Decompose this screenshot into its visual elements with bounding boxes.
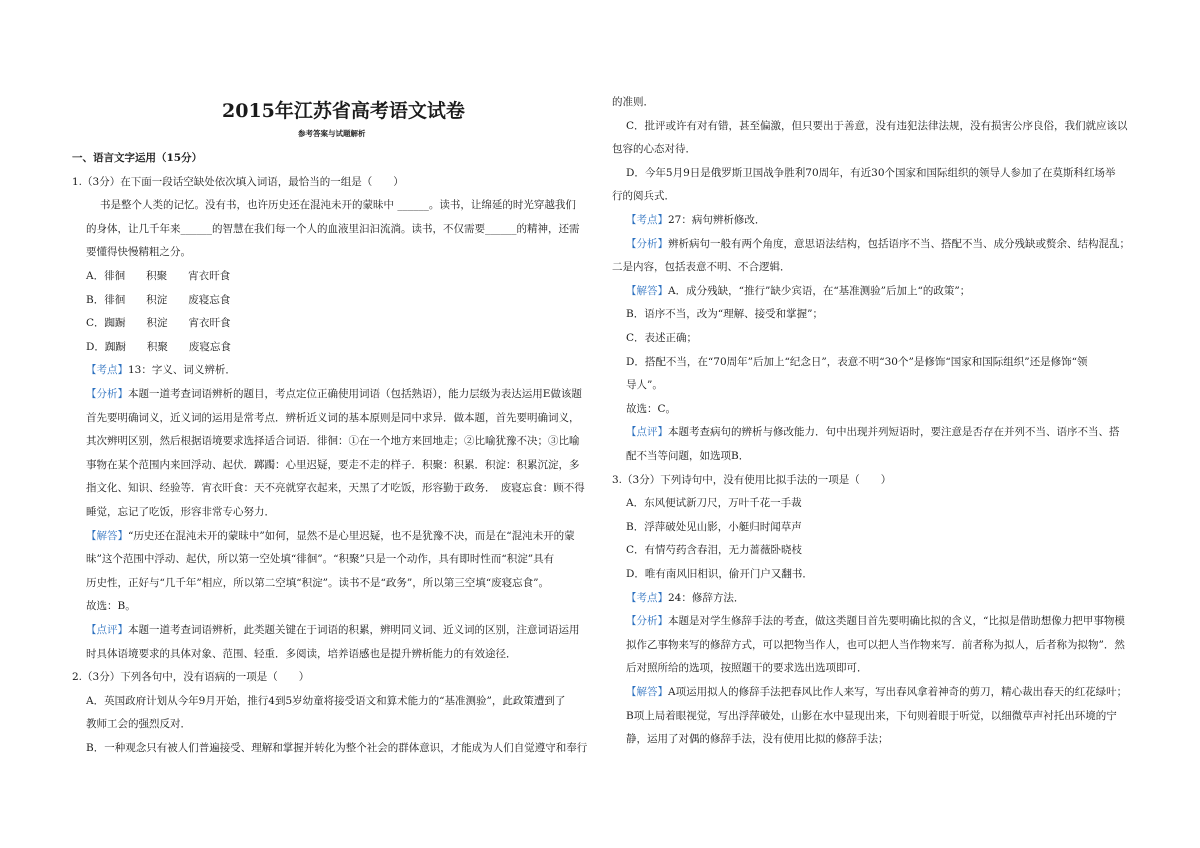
- line-text: A．徘徊 积聚 宵衣旰食: [86, 270, 231, 282]
- text-line: [626, 331, 697, 345]
- line-text: 13：字义、词义辨析．: [128, 364, 236, 377]
- line-text: 本题考查病句的辨析与修改能力．句中出现并列短语时，要注意是否存在并列不当、语序不当、搭: [668, 426, 1120, 439]
- line-text: 2.（3分）下列各句中，没有语病的一项是（ ）: [72, 671, 310, 684]
- line-text: 拟作乙事物来写的修辞方式，可以把物当作人，也可以把人当作物来写．前者称为拟人，后者称为拟物”．然: [626, 638, 1125, 651]
- line-text: 教师工会的强烈反对．: [86, 718, 191, 731]
- line-text: 3.（3分）下列诗句中，没有使用比拟手法的一项是（ ）: [612, 473, 892, 486]
- text-line: [86, 340, 231, 354]
- section-tag: 【考点】: [626, 214, 668, 226]
- line-text: A．英国政府计划从今年9月开始，推行4到5岁幼童将接受语文和算术能力的“基准测验”，此政策遭到了: [86, 694, 566, 707]
- text-line: [626, 661, 868, 675]
- text-line: [86, 411, 580, 425]
- text-line: [626, 355, 1087, 369]
- line-text: 事物在某个范围内来回浮动、起伏．踯躅：心里迟疑，要走不走的样子．积聚：积累．积淀：积累沉淀，多: [86, 458, 580, 471]
- line-text: B项上局着眼视觉，写出浮萍破处，山影在水中显现出来，下句则着眼于听觉，以细微草声衬托出环境的宁: [626, 709, 1117, 722]
- line-text: 27：病句辨析修改．: [668, 214, 766, 226]
- line-text: 首先要明确词义，近义词的运用是常考点．辨析近义词的基本原则是同中求异．做本题，首先要明确词义，: [86, 411, 580, 424]
- text-line: [626, 378, 663, 392]
- text-line: [612, 142, 696, 156]
- text-line: [612, 260, 791, 274]
- line-text: 指文化、知识、经验等．宵衣旰食：天不亮就穿衣起来，天黑了才吃饭，形容勤于政务． 废寝忘食：顾不得: [86, 482, 585, 495]
- section-tag: 【分析】: [86, 388, 128, 400]
- line-text: B．一种观念只有被人们普遍接受、理解和掌握并转化为整个社会的群体意识，才能成为人们自觉遵守和奉行: [86, 742, 588, 754]
- line-text: B．浮萍破处见山影，小艇归时闻草声: [626, 520, 802, 533]
- text-line: [86, 623, 580, 637]
- section-tag: 【分析】: [626, 615, 668, 628]
- line-text: 包容的心态对待．: [612, 143, 696, 156]
- text-line: [86, 481, 585, 495]
- line-text: 静，运用了对偶的修辞手法，没有使用比拟的修辞手法；: [626, 733, 889, 746]
- text-line: [626, 213, 765, 227]
- section-tag: 【解答】: [626, 284, 668, 297]
- line-text: D．今年5月9日是俄罗斯卫国战争胜利70周年，有近30个国家和国际组织的领导人参加了在莫斯科红场举: [626, 166, 1116, 179]
- line-text: 配不当等问题，如选项B．: [626, 450, 750, 462]
- text-line: [626, 425, 1120, 439]
- text-line: [612, 95, 654, 109]
- line-text: 导人”。: [626, 379, 663, 392]
- text-line: [86, 505, 275, 519]
- text-line: [626, 449, 749, 463]
- text-line: [626, 307, 823, 321]
- line-text: 故选：C。: [626, 402, 677, 415]
- text-line: [72, 175, 404, 189]
- text-line: [86, 552, 554, 566]
- text-line: [626, 284, 970, 298]
- text-line: [86, 529, 575, 543]
- text-line: [86, 293, 230, 307]
- section-tag: 【点评】: [626, 426, 668, 439]
- line-text: C．有情芍药含春泪，无力蔷薇卧晓枝: [626, 544, 803, 557]
- text-line: [86, 694, 565, 708]
- text-line: [612, 473, 891, 487]
- line-text: 书是整个人类的记忆。没有书，也许历史还在混沌未开的蒙昧中 ______。读书，让绵延的时光穿越我们: [100, 199, 576, 212]
- text-line: [86, 316, 231, 330]
- text-line: [72, 670, 309, 684]
- section-tag: 【分析】: [626, 237, 668, 250]
- text-line: [626, 732, 889, 746]
- line-text: 本题一道考查词语辨析的题目，考点定位正确使用词语（包括熟语），能力层级为表达运用E做该题: [128, 388, 582, 400]
- line-text: 行的阅兵式．: [612, 190, 675, 203]
- text-line: [626, 591, 744, 605]
- page-subtitle: 参考答案与试题解析: [298, 129, 366, 138]
- line-text: 历史性，正好与“几千年”相应，所以第二空填“积淀”。读书不是“政务”，所以第三空填“废寝忘食”。: [86, 576, 549, 589]
- line-text: C．表述正确；: [626, 332, 698, 344]
- text-line: [86, 269, 230, 283]
- line-text: D．唯有南风旧相识，偷开门户又翻书．: [626, 568, 813, 580]
- line-text: 辨析病句一般有两个角度，意思语法结构，包括语序不当、搭配不当、成分残缺或赘余、结构混乱；: [668, 237, 1130, 250]
- line-text: A．成分残缺，“推行”缺少宾语，在“基准测验”后加上“的政策”；: [668, 284, 971, 297]
- text-line: [72, 151, 202, 165]
- text-line: [86, 434, 580, 448]
- text-line: [626, 543, 802, 557]
- text-line: [626, 496, 802, 510]
- line-text: A．东风便试新刀尺，万叶千花一手裁: [626, 497, 802, 510]
- line-text: 睡觉，忘记了吃饭，形容非常专心努力．: [86, 506, 275, 518]
- line-text: D．搭配不当，在“70周年”后加上“纪念日”，表意不明“30个”是修饰“国家和国际组织”还是修饰“领: [626, 355, 1088, 368]
- section-tag: 【解答】: [86, 529, 128, 542]
- text-line: [86, 387, 582, 401]
- line-text: B．徘徊 积淀 废寝忘食: [86, 293, 231, 306]
- line-text: 二是内容，包括表意不明、不合逻辑．: [612, 261, 791, 274]
- text-line: [626, 119, 1128, 133]
- text-line: [86, 647, 517, 661]
- line-text: 要懂得快慢精粗之分。: [86, 246, 191, 259]
- text-line: [86, 222, 580, 236]
- section-tag: 【解答】: [626, 686, 668, 698]
- text-line: [86, 741, 587, 755]
- text-line: [626, 402, 676, 416]
- text-line: [86, 576, 549, 590]
- text-line: [626, 709, 1117, 723]
- text-line: [86, 363, 236, 377]
- text-line: [86, 599, 136, 613]
- line-text: C．批评或许有对有错，甚至偏激，但只要出于善意，没有违犯法律法规，没有损害公序良俗，我们就应该以: [626, 119, 1128, 132]
- line-text: 时具体语境要求的具体对象、范围、轻重．多阅读，培养语感也是提升辨析能力的有效途径．: [86, 647, 517, 660]
- section-tag: 【点评】: [86, 624, 128, 636]
- text-line: [626, 520, 802, 534]
- line-text: 本题是对学生修辞手法的考查，做这类题目首先要明确比拟的含义，“比拟是借助想像力把甲事物模: [668, 615, 1125, 628]
- line-text: 昧”这个范围中浮动、起伏，所以第一空处填“徘徊”。“积聚”只是一个动作，具有即时性而“积淀”具有: [86, 553, 555, 566]
- line-text: 后对照所给的选项，按照题干的要求选出选项即可．: [626, 662, 868, 675]
- text-line: [86, 458, 580, 472]
- text-line: [626, 614, 1125, 628]
- page-title: 2015年江苏省高考语文试卷: [222, 100, 465, 122]
- line-text: B．语序不当，改为“理解、接受和掌握”；: [626, 308, 823, 321]
- line-text: “历史还在混沌未开的蒙昧中”如何，显然不是心里迟疑，也不是犹豫不决，而是在“混沌未开的蒙: [128, 529, 575, 542]
- line-text: 其次辨明区别，然后根据语境要求选择适合词语．徘徊：①在一个地方来回地走；②比喻犹豫不决；③比喻: [86, 435, 580, 448]
- line-text: 故选：B。: [86, 600, 136, 613]
- line-text: C．踟蹰 积淀 宵衣旰食: [86, 317, 231, 330]
- text-line: [626, 638, 1125, 652]
- line-text: 一、语言文字运用（15分）: [72, 152, 203, 164]
- text-line: [626, 567, 813, 581]
- line-text: D．踟蹰 积聚 废寝忘食: [86, 340, 231, 353]
- section-tag: 【考点】: [86, 364, 128, 377]
- text-line: [86, 717, 191, 731]
- text-line: [100, 198, 576, 212]
- line-text: 本题一道考查词语辨析，此类题关键在于词语的积累，辨明同义词、近义词的区别，注意词语运用: [128, 624, 580, 636]
- text-line: [86, 245, 191, 259]
- line-text: 的身体，让几千年来______的智慧在我们每一个人的血液里汩汩流淌。读书，不仅需要______的精神，还需: [86, 222, 580, 235]
- line-text: 的准则．: [612, 96, 654, 108]
- text-line: [612, 189, 675, 203]
- text-line: [626, 166, 1116, 180]
- line-text: 24：修辞方法．: [668, 591, 745, 604]
- line-text: A项运用拟人的修辞手法把春风比作人来写，写出春风拿着神奇的剪刀，精心裁出春天的红花绿叶；: [668, 686, 1128, 698]
- text-line: [626, 237, 1130, 251]
- line-text: 1.（3分）在下面一段话空缺处依次填入词语，最恰当的一组是（ ）: [72, 175, 404, 188]
- section-tag: 【考点】: [626, 591, 668, 604]
- text-line: [626, 685, 1127, 699]
